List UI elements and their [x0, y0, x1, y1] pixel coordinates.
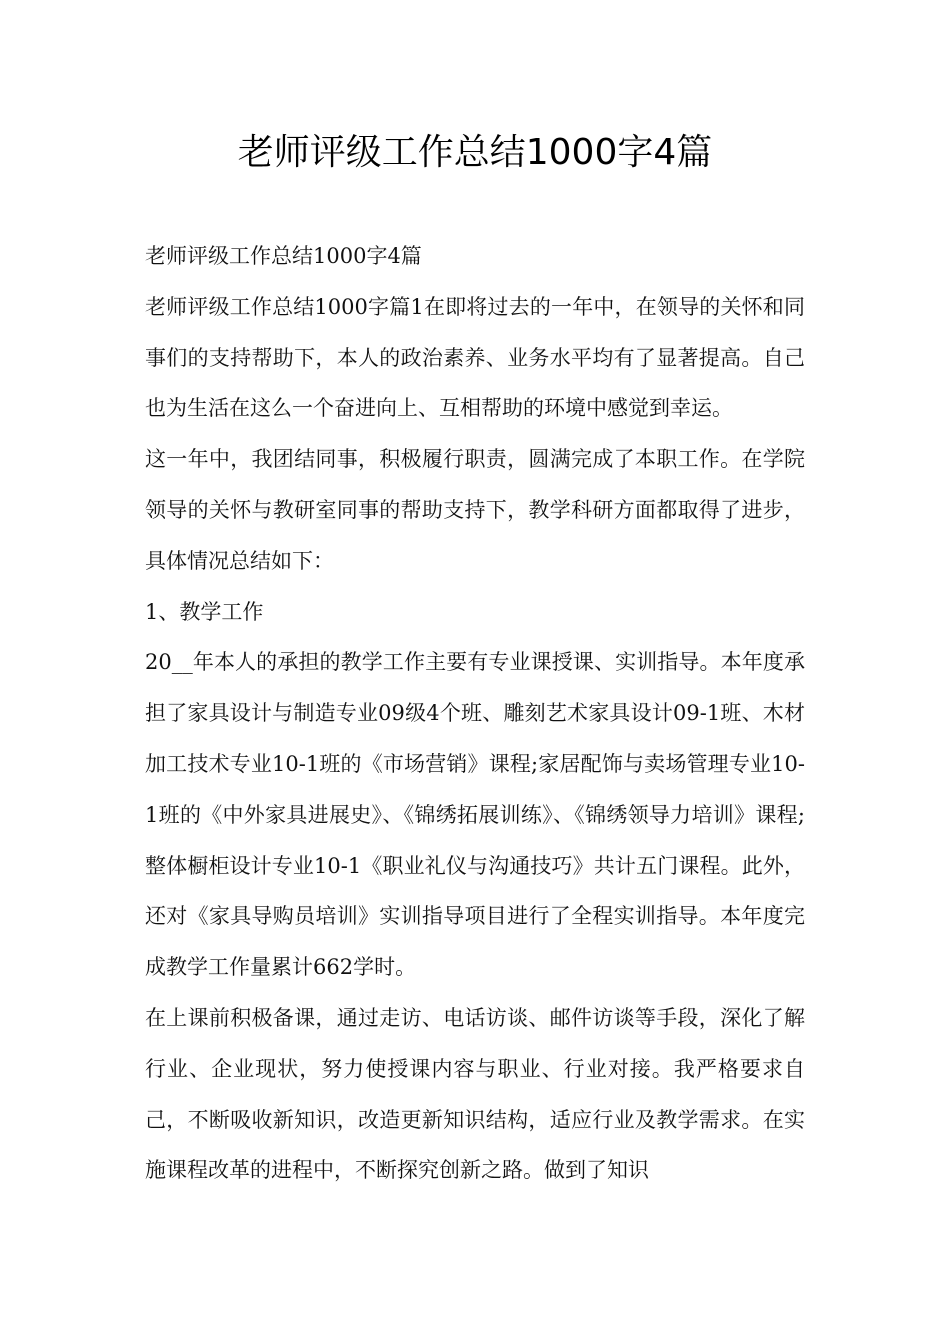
paragraph-subtitle: 老师评级工作总结1000字4篇 [145, 244, 422, 268]
paragraph-summary: 这一年中，我团结同事，积极履行职责，圆满完成了本职工作。在学院领导的关怀与教研室同事的帮助支持下，教学科研方面都取得了进步，具体情况总结如下： [145, 447, 805, 573]
document-title: 老师评级工作总结1000字4篇 [237, 132, 713, 173]
document-body [145, 231, 805, 1196]
section-heading-teaching: 1、教学工作 [145, 599, 264, 624]
paragraph-teaching-work: 20__年本人的承担的教学工作主要有专业课授课、实训指导。本年度承担了家具设计与制造专业09级4个班、雕刻艺术家具设计09-1班、木材加工技术专业10-1班的《市场营销》课程;家居配饰与卖场管理专业10-1班的《中外家具进展史》、《锦绣拓展训练》、《锦绣领导力培训》课程;整体橱柜设计专业10-1《职业礼仪与沟通技巧》共计五门课程。此外，还对《家具导购员培训》实训指导项目进行了全程实训指导。本年度完成教学工作量累计662学时。 [145, 650, 805, 980]
paragraph-intro: 老师评级工作总结1000字篇1在即将过去的一年中，在领导的关怀和同事们的支持帮助下，本人的政治素养、业务水平均有了显著提高。自己也为生活在这么一个奋进向上、互相帮助的环境中感觉到幸运。 [145, 294, 805, 421]
paragraph-lesson-prep: 在上课前积极备课，通过走访、电话访谈、邮件访谈等手段，深化了解行业、企业现状，努力使授课内容与职业、行业对接。我严格要求自己，不断吸收新知识，改造更新知识结构，适应行业及教学需求。在实施课程改革的进程中，不断探究创新之路。做到了知识 [145, 1005, 805, 1183]
